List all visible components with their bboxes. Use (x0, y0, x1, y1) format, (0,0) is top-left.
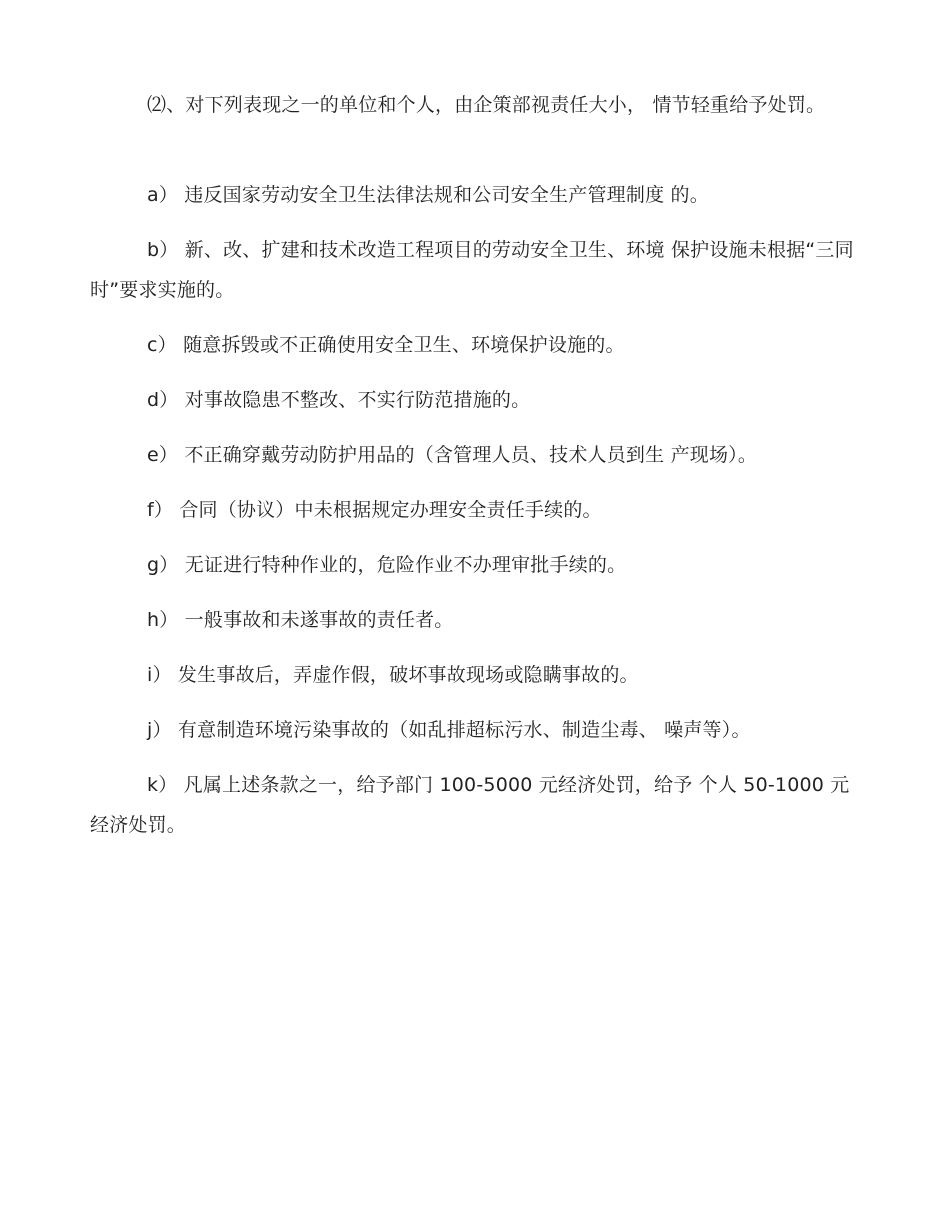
list-item-e: e） 不正确穿戴劳动防护用品的（含管理人员、技术人员到生 产现场）。 (147, 444, 758, 466)
paragraph-penalty-intro: ⑵、对下列表现之一的单位和个人，由企策部视责任大小， 情节轻重给予处罚。 (147, 94, 826, 116)
list-item-j: j） 有意制造环境污染事故的（如乱排超标污水、制造尘毒、 噪声等）。 (147, 719, 751, 741)
list-item-f: f） 合同（协议）中未根据规定办理安全责任手续的。 (147, 499, 602, 521)
list-item-i: i） 发生事故后，弄虚作假，破坏事故现场或隐瞒事故的。 (147, 664, 639, 686)
list-item-c: c） 随意拆毁或不正确使用安全卫生、环境保护设施的。 (147, 334, 625, 356)
list-item-g: g） 无证进行特种作业的，危险作业不办理审批手续的。 (147, 554, 627, 576)
list-item-d: d） 对事故隐患不整改、不实行防范措施的。 (147, 389, 531, 411)
list-item-k: k） 凡属上述条款之一，给予部门 100-5000 元经济处罚，给予 个人 50-1000 元经济处罚。 (90, 774, 850, 836)
list-item-b: b） 新、改、扩建和技术改造工程项目的劳动安全卫生、环境 保护设施未根据“三同时”要求实施的。 (90, 239, 854, 301)
list-item-a: a） 违反国家劳动安全卫生法律法规和公司安全生产管理制度 的。 (147, 184, 709, 206)
list-item-h: h） 一般事故和未遂事故的责任者。 (147, 609, 454, 631)
